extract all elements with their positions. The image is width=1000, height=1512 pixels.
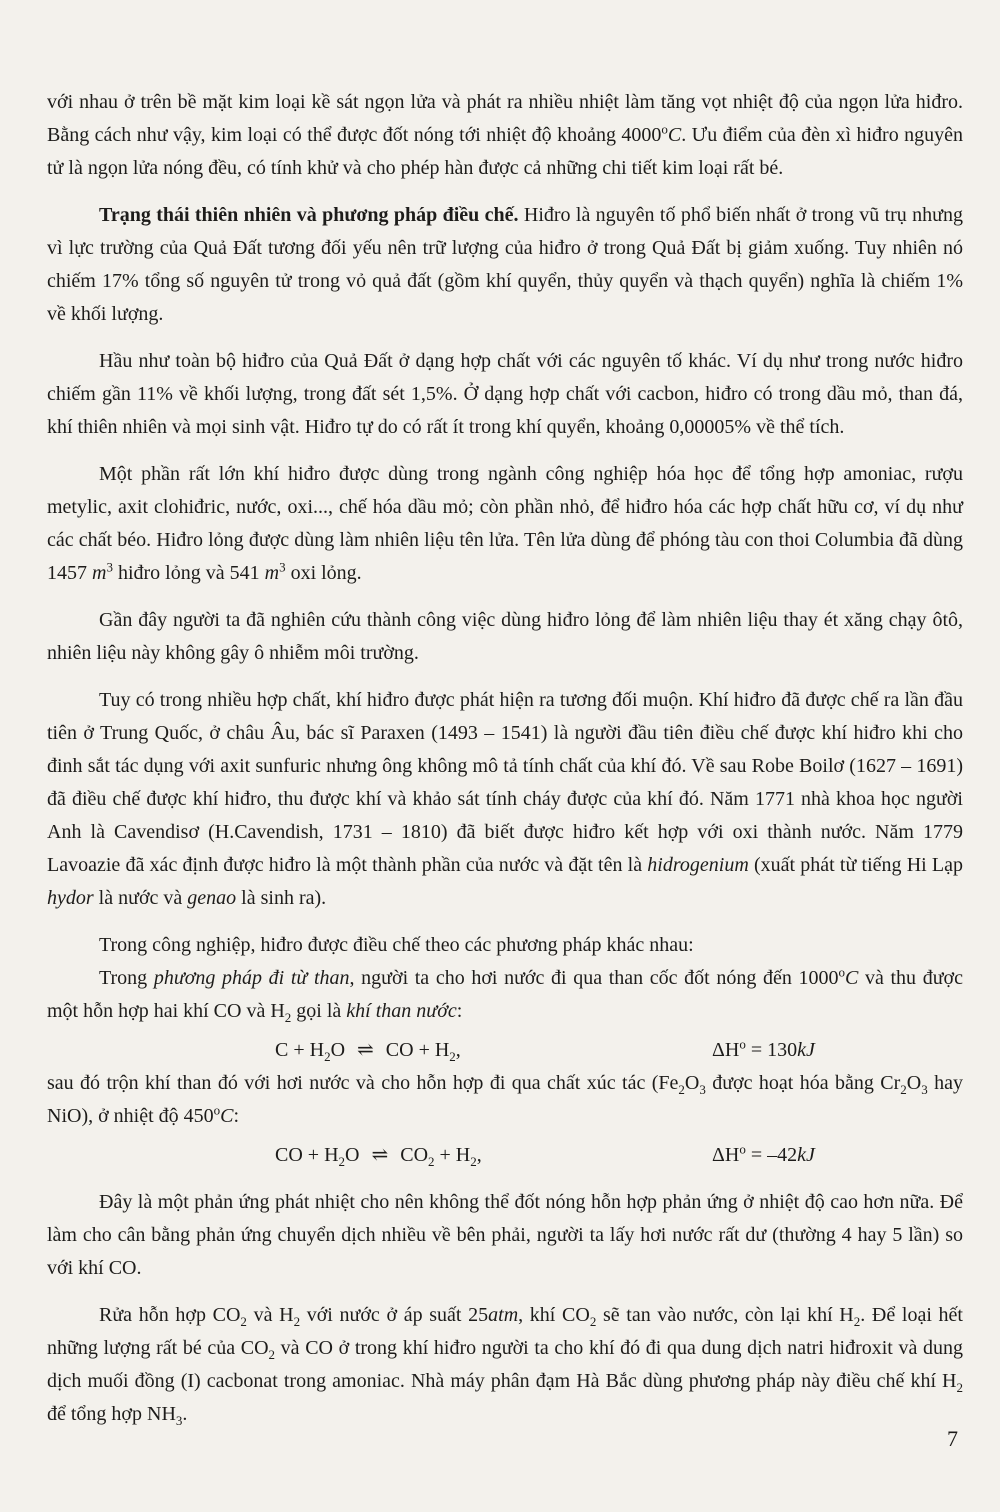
paragraph [47,199,963,331]
paragraph [47,458,963,590]
text-run: Trạng thái thiên nhiên và phương pháp điều chế. [99,204,519,226]
paragraph [47,1186,963,1285]
text-run: o [739,1036,746,1052]
text-run: sẽ tan vào nước, còn lại khí H [596,1304,854,1326]
text-run: kJ [797,1039,815,1061]
text-run: phương pháp đi từ than [153,967,350,989]
text-run: , [455,1039,461,1061]
text-run: là nước và [93,887,188,909]
paragraph [47,684,963,915]
text-run: được hoạt hóa bằng Cr [705,1072,901,1094]
text-run: 2 [589,1314,597,1329]
text-run: 2 [284,1010,292,1025]
text-run: 2 [240,1314,247,1329]
text-run: = –42 [745,1144,798,1166]
text-run: , [476,1144,482,1166]
text-run: hay NiO), ở nhiệt độ 450 [47,1072,963,1127]
text-run: để tổng hợp NH [47,1403,176,1425]
chemical-equation [47,1034,963,1067]
text-run: ΔH [712,1039,740,1061]
text-run: o [739,1141,746,1157]
paragraph [47,604,963,670]
text-run: 2 [470,1154,477,1169]
text-run: 2 [324,1049,331,1064]
text-run: Trong [99,967,154,989]
text-run: Trong công nghiệp, hiđro được điều chế theo các phương pháp khác nhau: [99,934,694,956]
text-run: sau đó trộn khí than đó với hơi nước và cho hỗn hợp đi qua chất xúc tác (Fe [47,1072,679,1094]
text-run: Hầu như toàn bộ hiđro của Quả Đất ở dạng hợp chất với các nguyên tố khác. Ví dụ như trong nước hiđro chiếm gần 11% về khối lượng, trong đất sét 1,5%. Ở dạng hợp chất với cacbon, hiđro có trong dầu mỏ, than đá, khí thiên nhiên và mọi sinh vật. Hiđro tự do có rất ít trong khí quyển, khoảng 0,00005% về thể tích. [47,350,963,438]
text-run: CO + H [385,1039,450,1061]
text-run: oxi lỏng. [285,562,362,584]
text-run: 3 [921,1082,928,1097]
text-run: với nhau ở trên bề mặt kim loại kề sát ngọn lửa và phát ra nhiều nhiệt làm tăng vọt nhiệt độ của ngọn lửa hiđro. Bằng cách như vậy, kim loại có thể được đốt nóng tới nhiệt độ khoảng 4000 [47,91,963,146]
equation-reaction [275,1034,461,1067]
equilibrium-arrow-icon: ⇌ [371,1144,389,1166]
text-run: 3 [279,559,286,575]
text-run: C + H [275,1039,325,1061]
text-run: . Để loại hết những lượng rất bé của CO [47,1304,963,1359]
text-run: Gần đây người ta đã nghiên cứu thành công việc dùng hiđro lỏng để làm nhiên liệu thay ét xăng chạy ôtô, nhiên liệu này không gây ô nhiễm môi trường. [47,609,963,664]
text-run: O [345,1144,360,1166]
page-number: 7 [947,1426,958,1451]
text-run: o [838,964,846,980]
paragraph [47,86,963,185]
paragraph [47,1067,963,1133]
text-run: m [92,562,107,584]
text-run: và thu được một hỗn hợp hai khí CO và H [47,967,963,1022]
text-run: hydor [47,887,94,909]
text-run: : [456,1000,463,1022]
equation-reaction [275,1139,482,1172]
text-run: 2 [449,1049,456,1064]
text-run: 2 [678,1082,685,1097]
text-run: Hiđro là nguyên tố phổ biến nhất ở trong vũ trụ nhưng vì lực trường của Quả Đất tương đối yếu nên trữ lượng của hiđro ở trong Quả Đất bị giảm xuống. Tuy nhiên nó chiếm 17% tổng số nguyên tử trong vỏ quả đất (gồm khí quyển, thủy quyển và thạch quyển) nghĩa là chiếm 1% về khối lượng. [47,204,963,325]
paragraph [47,1299,963,1431]
text-run: 2 [428,1154,435,1169]
text-run: genao [187,887,237,909]
chemical-equation [47,1139,963,1172]
text-run: 2 [956,1380,963,1395]
text-run: kJ [797,1144,815,1166]
text-run: . Ưu điểm của đèn xì hiđro nguyên tử là ngọn lửa nóng đều, có tính khử và cho phép hàn được cả những chi tiết kim loại rất bé. [47,124,963,179]
text-run: 3 [175,1413,183,1428]
text-run: , khí CO [518,1304,590,1326]
text-run: o [213,1102,221,1118]
text-run: Rửa hỗn hợp CO [99,1304,241,1326]
page-body [47,86,963,1431]
text-run: C [667,124,682,146]
text-run: 2 [268,1347,276,1362]
text-run: O [684,1072,700,1094]
paragraph [47,929,963,962]
text-run: gọi là [291,1000,347,1022]
text-run: là sinh ra). [236,887,327,909]
text-run: hidrogenium [647,854,749,876]
paragraph [47,962,963,1028]
text-run: C [845,967,859,989]
text-run: Đây là một phản ứng phát nhiệt cho nên không thể đốt nóng hỗn hợp phản ứng ở nhiệt độ cao hơn nữa. Để làm cho cân bằng phản ứng chuyển dịch nhiều về bên phải, người ta lấy hơi nước rất dư (thường 4 hay 5 lần) so với khí CO. [47,1191,963,1279]
text-run: + H [434,1144,471,1166]
paragraph [47,345,963,444]
text-run: : [233,1105,240,1127]
text-run: O [906,1072,922,1094]
text-run: ΔH [712,1144,740,1166]
text-run: CO + H [275,1144,339,1166]
text-run: Tuy có trong nhiều hợp chất, khí hiđro được phát hiện ra tương đối muộn. Khí hiđro đã được chế ra lần đầu tiên ở Trung Quốc, ở châu Âu, bác sĩ Paraxen (1493 – 1541) là người đầu tiên điều chế được khí hiđro khi cho đinh sắt tác dụng với axit sunfuric nhưng ông không mô tả tính chất của khí đó. Về sau Robe Boilơ (1627 – 1691) đã điều chế được khí hiđro, thu được khí và khảo sát tính cháy được của khí đó. Năm 1771 nhà khoa học người Anh là Cavendisơ (H.Cavendish, 1731 – 1810) đã biết được hiđro kết hợp với oxi thành nước. Năm 1779 Lavoazie đã xác định được hiđro là một thành phần của nước và đặt tên là [47,689,963,876]
text-run: , người ta cho hơi nước đi qua than cốc đốt nóng đến 1000 [349,967,839,989]
text-run: 3 [699,1082,706,1097]
text-run: = 130 [745,1039,798,1061]
text-run: 3 [106,559,113,575]
equilibrium-arrow-icon: ⇌ [357,1039,374,1061]
text-run: CO [400,1144,429,1166]
text-run: hiđro lỏng và 541 [112,562,265,584]
text-run: C [220,1105,234,1127]
text-run: . [182,1403,188,1425]
equation-enthalpy [712,1139,815,1172]
text-run: Một phần rất lớn khí hiđro được dùng trong ngành công nghiệp hóa học để tổng hợp amoniac, rượu metylic, axit clohiđric, nước, oxi..., chế hóa dầu mỏ; còn phần nhỏ, để hiđro hóa các hợp chất hữu cơ, ví dụ như các chất béo. Hiđro lỏng được dùng làm nhiên liệu tên lửa. Tên lửa dùng để phóng tàu con thoi Columbia đã dùng 1457 [47,463,963,584]
text-run: 2 [293,1314,301,1329]
text-run: và H [246,1304,294,1326]
equation-enthalpy [712,1034,815,1067]
text-run: và CO ở trong khí hiđro người ta cho khí đó đi qua dung dịch natri hiđroxit và dung dịch muối đồng (I) cacbonat trong amoniac. Nhà máy phân đạm Hà Bắc dùng phương pháp này điều chế khí H [47,1337,963,1392]
text-run: O [330,1039,346,1061]
text-run: 2 [338,1154,346,1169]
text-run: khí than nước [346,1000,457,1022]
text-run: o [661,121,668,137]
text-run: (xuất phát từ tiếng Hi Lạp [748,854,963,876]
text-run: 2 [900,1082,907,1097]
text-run: m [264,562,280,584]
text-run: 2 [853,1314,861,1329]
text-run: atm [488,1304,519,1326]
text-run: với nước ở áp suất 25 [300,1304,489,1326]
